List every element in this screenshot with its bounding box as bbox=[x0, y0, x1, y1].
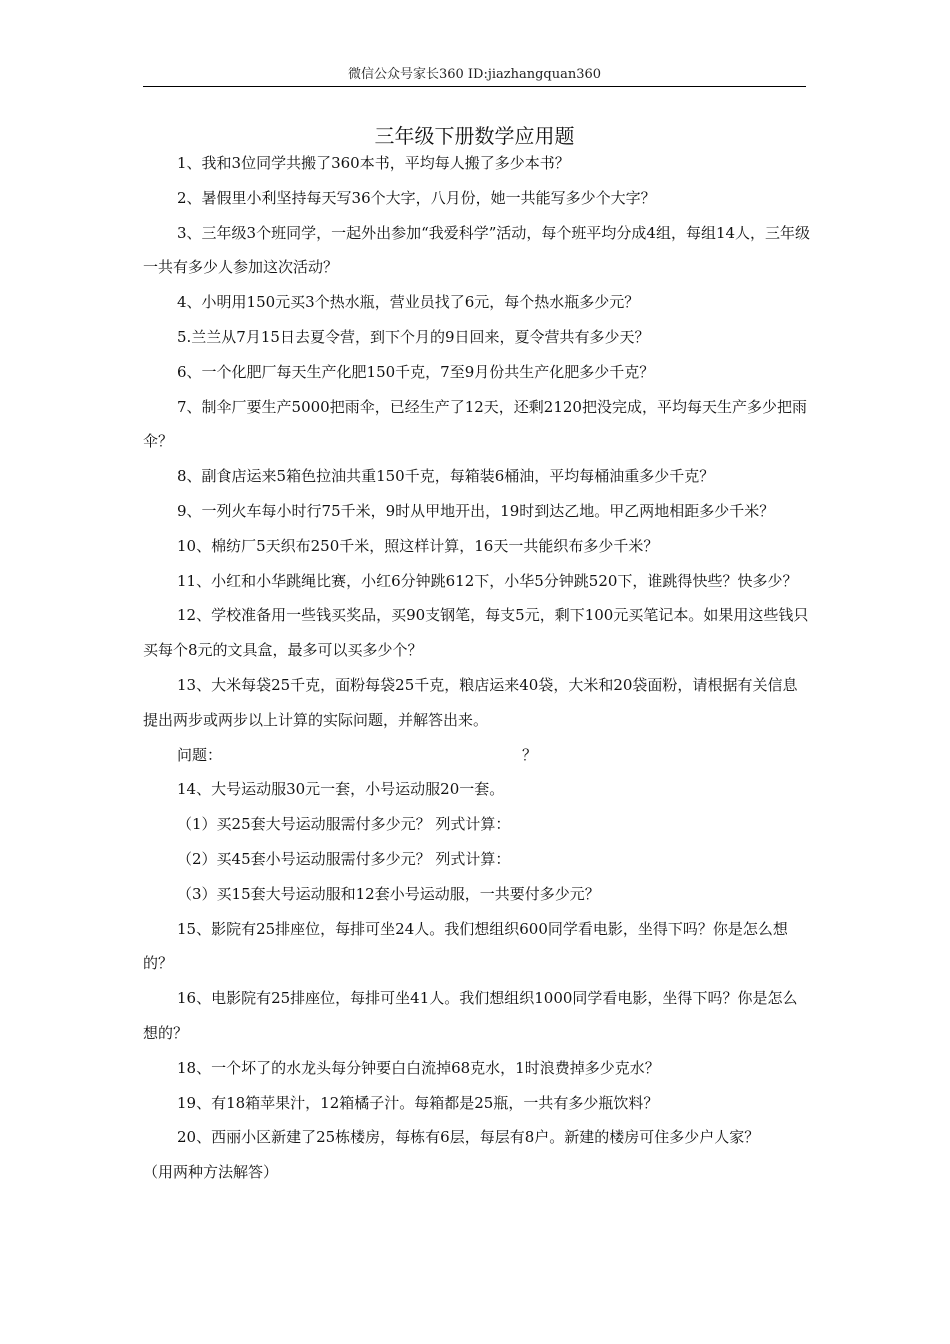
problem-18: 18、一个坏了的水龙头每分钟要白白流掉68克水，1时浪费掉多少克水？ bbox=[177, 1058, 660, 1077]
problem-14: 14、大号运动服30元一套，小号运动服20一套。 bbox=[177, 780, 505, 799]
problem-10: 10、棉纺厂5天织布250千米，照这样计算，16天一共能织布多少千米？ bbox=[177, 536, 659, 555]
question-line bbox=[143, 738, 811, 773]
problem-3: 3、三年级3个班同学，一起外出参加“我爱科学”活动，每个班平均分成4组，每组14人，三年级一共有多少人参加这次活动？ bbox=[143, 223, 811, 277]
method-note: （用两种方法解答） bbox=[143, 1163, 279, 1182]
problem-6: 6、一个化肥厂每天生产化肥150千克，7至9月份共生产化肥多少千克？ bbox=[177, 362, 655, 381]
problem-13: 13、大米每袋25千克，面粉每袋25千克，粮店运来40袋，大米和20袋面粉，请根据有关信息提出两步或两步以上计算的实际问题，并解答出来。 bbox=[143, 675, 798, 729]
problem-11: 11、小红和小华跳绳比赛，小红6分钟跳612下，小华5分钟跳520下，谁跳得快些？快多少？ bbox=[177, 571, 798, 590]
problem-19: 19、有18箱苹果汁，12箱橘子汁。每箱都是25瓶，一共有多少瓶饮料？ bbox=[177, 1093, 659, 1112]
problem-8: 8、副食店运来5箱色拉油共重150千克，每箱装6桶油，平均每桶油重多少千克？ bbox=[177, 467, 715, 486]
problem-15: 15、影院有25排座位，每排可坐24人。我们想组织600同学看电影，坐得下吗？你是怎么想的？ bbox=[143, 919, 788, 973]
problem-14-part-2: （2）买45套小号运动服需付多少元？ 列式计算： bbox=[177, 849, 511, 868]
problem-4: 4、小明用150元买3个热水瓶，营业员找了6元，每个热水瓶多少元？ bbox=[177, 293, 640, 312]
problem-16: 16、电影院有25排座位，每排可坐41人。我们想组织1000同学看电影，坐得下吗？你是怎么想的？ bbox=[143, 989, 798, 1042]
problem-7: 7、制伞厂要生产5000把雨伞，已经生产了12天，还剩2120把没完成，平均每天生产多少把雨伞？ bbox=[143, 397, 807, 451]
problem-14-part-3: （3）买15套大号运动服和12套小号运动服，一共要付多少元？ bbox=[177, 884, 600, 903]
problem-5: 5.兰兰从7月15日去夏令营，到下个月的9日回来，夏令营共有多少天？ bbox=[177, 327, 650, 346]
page-header bbox=[143, 66, 806, 87]
problem-2: 2、暑假里小利坚持每天写36个大字，八月份，她一共能写多少个大字？ bbox=[177, 188, 656, 207]
problem-14-part-1: （1）买25套大号运动服需付多少元？ 列式计算： bbox=[177, 815, 511, 834]
problem-9: 9、一列火车每小时行75千米，9时从甲地开出，19时到达乙地。甲乙两地相距多少千米？ bbox=[177, 501, 775, 520]
question-label: 问题： bbox=[177, 745, 223, 764]
problem-12: 12、学校准备用一些钱买奖品，买90支钢笔，每支5元，剩下100元买笔记本。如果用这些钱只买每个8元的文具盒，最多可以买多少个？ bbox=[143, 606, 809, 660]
page-title: 三年级下册数学应用题 bbox=[374, 124, 575, 148]
header-text: 微信公众号家长360 ID:jiazhangquan360 bbox=[347, 67, 602, 82]
problem-1: 1、我和3位同学共搬了360本书，平均每人搬了多少本书？ bbox=[177, 154, 570, 172]
problem-20: 20、西丽小区新建了25栋楼房，每栋有6层，每层有8户。新建的楼房可住多少户人家？ bbox=[177, 1128, 760, 1147]
question-end: ？ bbox=[522, 745, 538, 764]
problem-list bbox=[143, 146, 811, 1190]
